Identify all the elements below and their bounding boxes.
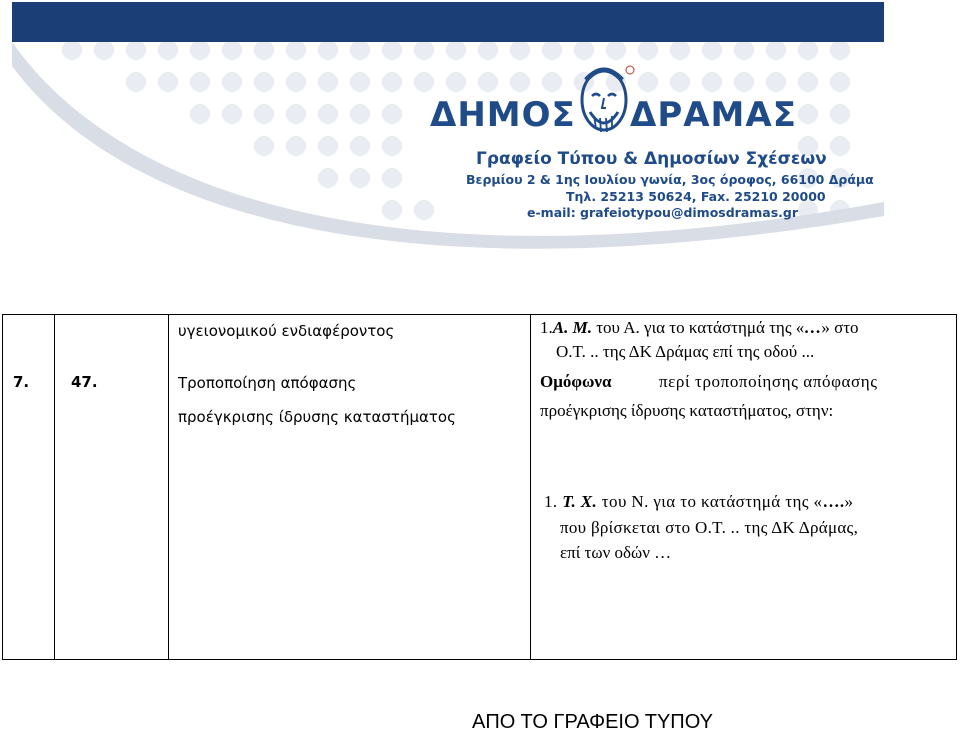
prev-decision-line1 <box>540 318 859 338</box>
agenda-number: 47. <box>71 373 98 391</box>
item-text: του Ν. για το κατάστημά της « <box>597 492 823 511</box>
prev-subject-tail: υγειονομικού ενδιαφέροντος <box>178 322 395 340</box>
decision-line1 <box>540 372 611 392</box>
item-end: » <box>844 492 854 511</box>
item-number: 1. <box>544 492 558 511</box>
title-dimos: ΔΗΜΟΣ <box>430 95 576 135</box>
order-number: 7. <box>13 373 30 391</box>
letterhead-phone: Τηλ. 25213 50624, Fax. 25210 20000 <box>566 189 826 204</box>
prev-decision-line2: Ο.Τ. .. της ΔΚ Δράμας επί της οδού ... <box>556 342 815 361</box>
decision-vote: Ομόφωνα <box>540 372 612 391</box>
item-line3: επί των οδών … <box>560 543 672 562</box>
prev-item-number: 1. <box>540 318 553 337</box>
item-quote: …. <box>822 492 845 511</box>
decision-text1: περί τροποποίησης απόφασης <box>659 372 878 391</box>
letterhead-address: Βερμίου 2 & 1ης Ιουλίου γωνία, 3ος όροφος, 66100 Δράμα <box>466 172 874 187</box>
item-name: Τ. Χ. <box>562 492 598 511</box>
column-divider <box>168 315 169 659</box>
subject-line1: Τροποποίηση απόφασης <box>178 374 357 392</box>
letterhead-email: e-mail: grafeiotypou@dimosdramas.gr <box>527 205 799 220</box>
item-line1 <box>544 492 853 512</box>
prev-item-quote: … <box>804 318 822 337</box>
prev-item-name: Α. Μ. <box>552 318 592 337</box>
decisions-table <box>2 314 957 660</box>
press-office-signature: ΑΠΟ ΤΟ ΓΡΑΦΕΙΟ ΤΥΠΟΥ <box>472 711 713 733</box>
item-line2: που βρίσκεται στο Ο.Τ. .. της ΔΚ Δράμας, <box>560 518 859 537</box>
column-divider <box>54 315 55 659</box>
prev-item-text: του Α. για το κατάστημά της « <box>591 318 805 337</box>
letterhead-subtitle: Γραφείο Τύπου & Δημοσίων Σχέσεων <box>476 149 827 169</box>
subject-line2: προέγκρισης ίδρυσης καταστήματος <box>178 408 456 426</box>
decision-text2: προέγκρισης ίδρυσης καταστήματος, στην: <box>540 401 834 420</box>
letterhead-swoosh <box>12 2 884 282</box>
title-dramas: ΔΡΑΜΑΣ <box>630 95 797 135</box>
column-divider <box>530 315 531 659</box>
prev-item-end: » στο <box>821 318 859 337</box>
letterhead <box>12 2 884 282</box>
